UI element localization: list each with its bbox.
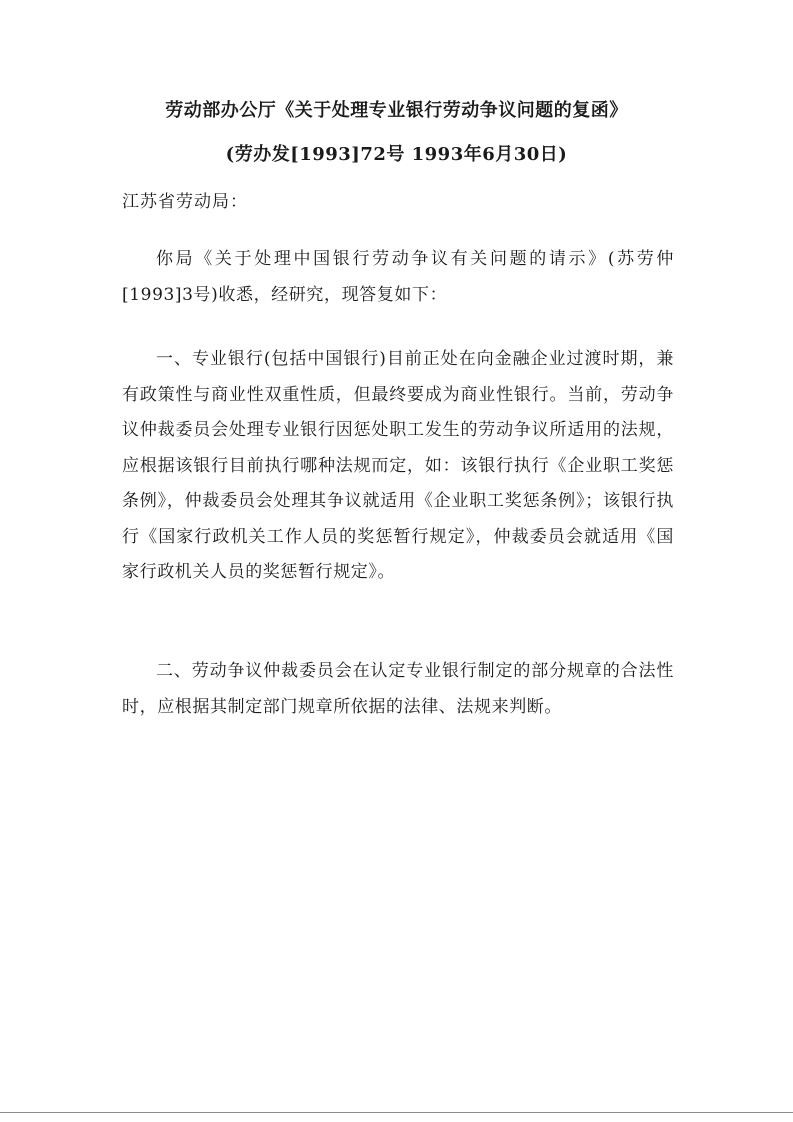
paragraph-point-two: 二、劳动争议仲裁委员会在认定专业银行制定的部分规章的合法性时，应根据其制定部门规章所依据的法律、法规来判断。	[122, 661, 674, 717]
salutation: 江苏省劳动局：	[122, 192, 248, 212]
paragraph-intro: 你局《关于处理中国银行劳动争议有关问题的请示》(苏劳仲[1993]3号)收悉，经研究，现答复如下：	[122, 249, 674, 305]
page-bottom-divider	[0, 1112, 793, 1113]
paragraph-point-one: 一、专业银行(包括中国银行)目前正处在向金融企业过渡时期，兼有政策性与商业性双重性质，但最终要成为商业性银行。当前，劳动争议仲裁委员会处理专业银行因惩处职工发生的劳动争议所适用的法规，应根据该银行目前执行哪种法规而定，如：该银行执行《企业职工奖惩条例》，仲裁委员会处理其争议就适用《企业职工奖惩条例》；该银行执行《国家行政机关工作人员的奖惩暂行规定》，仲裁委员会就适用《国家行政机关人员的奖惩暂行规定》。	[122, 349, 674, 582]
document-title: 劳动部办公厅《关于处理专业银行劳动争议问题的复函》	[165, 100, 628, 121]
document-subtitle: (劳办发[1993]72号 1993年6月30日)	[225, 144, 568, 165]
